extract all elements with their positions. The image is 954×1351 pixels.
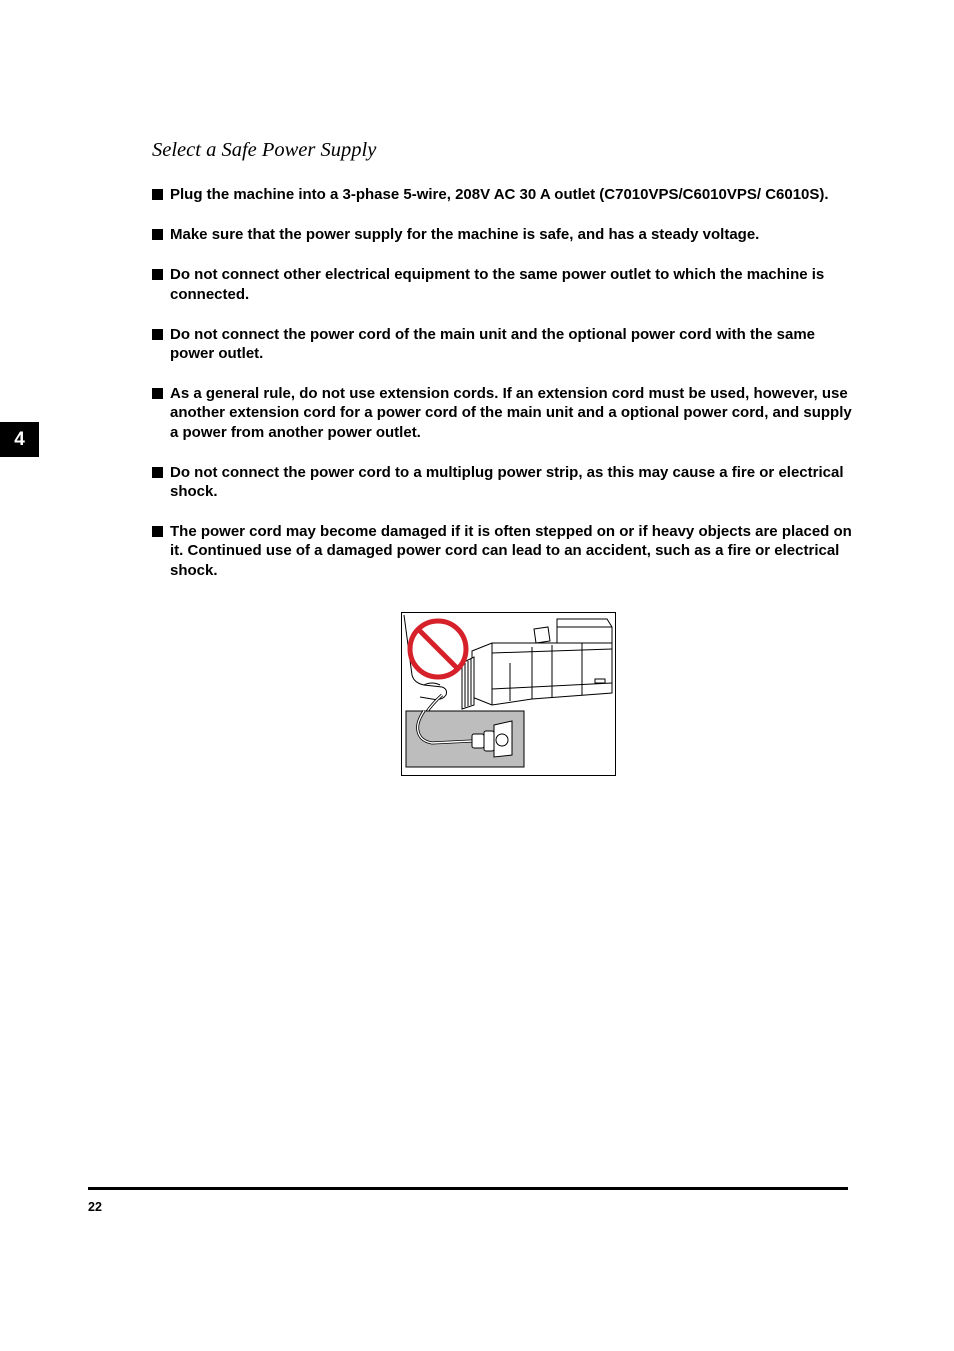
bullet-text: As a general rule, do not use extension cords. If an extension cord must be used, however, use another extension cord for a power cord of the main unit and a optional power cord, and supply a power from another power outlet. [170,385,852,441]
bullet-text: Do not connect the power cord to a multiplug power strip, as this may cause a fire or electrical shock. [170,463,844,501]
square-bullet-icon [152,229,163,240]
square-bullet-icon [152,329,163,340]
footer-rule [88,1187,848,1190]
bullet-item [152,225,852,244]
section-heading: Select a Safe Power Supply [152,139,377,161]
page-number: 22 [88,1200,102,1214]
bullet-item [152,325,852,363]
bullet-item [152,384,852,442]
wall-socket-icon [494,721,512,757]
bullet-text: Do not connect other electrical equipment to the same power outlet to which the machine is connected. [170,266,825,303]
bullet-text: Do not connect the power cord of the main unit and the optional power cord with the same power outlet. [170,325,816,363]
square-bullet-icon [152,269,163,280]
bullet-item [152,265,852,303]
bullet-text: The power cord may become damaged if it is often stepped on or if heavy objects are placed on it. Continued use of a damaged power cord can lead to an accident, such as a fire or electrical shock. [170,523,852,579]
chapter-tab: 4 [0,422,39,457]
bullet-text: Make sure that the power supply for the machine is safe, and has a steady voltage. [170,226,760,244]
square-bullet-icon [152,467,163,478]
machine-power-cord-drawing [402,613,615,775]
bullet-item [152,185,852,204]
square-bullet-icon [152,189,163,200]
plug-head-icon [472,731,494,751]
safety-bullet-list [152,185,852,600]
printer-machine-icon [462,619,612,709]
power-cord-illustration [401,612,616,776]
square-bullet-icon [152,526,163,537]
bullet-item [152,522,852,580]
square-bullet-icon [152,388,163,399]
prohibition-icon [410,621,466,677]
bullet-text: Plug the machine into a 3-phase 5-wire, 208V AC 30 A outlet (C7010VPS/C6010VPS/ C6010S). [170,186,829,203]
bullet-item [152,463,852,501]
